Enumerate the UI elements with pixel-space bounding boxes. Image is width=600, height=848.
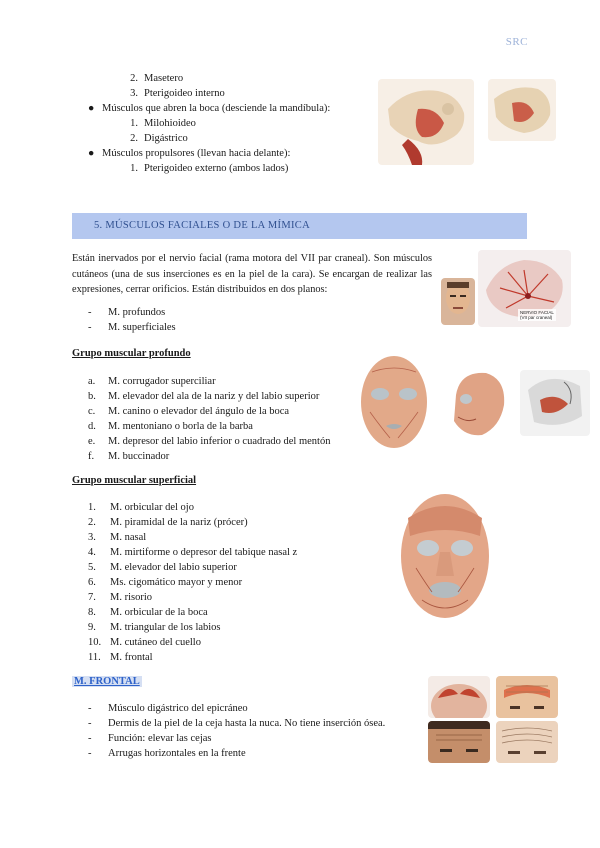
deep-group-list xyxy=(88,374,330,464)
facial-nerve-diagram xyxy=(478,250,571,327)
list-item: 9. M. triangular de los labios xyxy=(88,622,221,633)
face-portrait-image xyxy=(441,278,475,325)
forehead-raised-image xyxy=(496,676,558,718)
deep-group-heading: Grupo muscular profundo xyxy=(72,348,191,359)
forehead-wrinkles-man-image xyxy=(428,721,490,763)
list-item: f. M. buccinador xyxy=(88,451,170,462)
list-item: 2. M. piramidal de la nariz (prócer) xyxy=(88,517,248,528)
list-item: - Función: elevar las cejas xyxy=(88,733,212,744)
list-item: 2. Digástrico xyxy=(130,133,188,144)
frontal-heading: M. FRONTAL xyxy=(74,676,140,687)
list-item: 6. Ms. cigomático mayor y menor xyxy=(88,577,243,588)
top-sublist-1 xyxy=(122,71,225,101)
list-item: 8. M. orbicular de la boca xyxy=(88,607,208,618)
list-item: - M. superficiales xyxy=(88,322,176,333)
header-tag: SRC xyxy=(505,36,528,48)
bullet-open-mouth: ● Músculos que abren la boca (desciende la mandíbula): xyxy=(88,103,331,114)
list-item: a. M. corrugador superciliar xyxy=(88,376,216,387)
list-item: 1. Milohioideo xyxy=(130,118,196,129)
superficial-group-list xyxy=(88,500,297,665)
list-item: c. M. canino o elevador del ángulo de la boca xyxy=(88,406,290,417)
bullet-propulsores: ● Músculos propulsores (llevan hacia delante): xyxy=(88,148,291,159)
deep-muscles-side-image xyxy=(442,365,512,443)
list-item: 1. M. orbicular del ojo xyxy=(88,502,194,513)
superficial-muscles-face-image xyxy=(396,488,494,626)
list-item: - Dermis de la piel de la ceja hasta la nuca. No tiene inserción ósea. xyxy=(88,718,386,729)
list-item: - M. profundos xyxy=(88,307,166,318)
forehead-lines-image xyxy=(496,721,558,763)
list-item: b. M. elevador del ala de la nariz y del labio superior xyxy=(88,391,320,402)
superficial-group-heading: Grupo muscular superficial xyxy=(72,475,197,486)
list-item: 5. M. elevador del labio superior xyxy=(88,562,237,573)
section-5-title: 5. MÚSCULOS FACIALES O DE LA MÍMICA xyxy=(94,220,310,231)
top-sublist-3 xyxy=(122,161,288,176)
list-item: 4. M. mirtiforme o depresor del tabique nasal z xyxy=(88,547,298,558)
top-sublist-2 xyxy=(122,116,196,146)
section-5-header xyxy=(72,213,527,239)
list-item: 3. M. nasal xyxy=(88,532,147,543)
list-item: 11. M. frontal xyxy=(88,652,153,663)
list-item: 10. M. cutáneo del cuello xyxy=(88,637,201,648)
frontal-list xyxy=(88,701,385,761)
list-item: e. M. depresor del labio inferior o cuadrado del mentón xyxy=(88,436,331,447)
list-item: 2. Masetero xyxy=(130,73,184,84)
intro-paragraph: Están inervados por el nervio facial (rama motora del VII par craneal). Son músculos cutáneos (una de sus inserciones es en la piel de la cara). Se encargan de realizar las expresiones, cerrar orificios. Están distribuidos en dos planos: xyxy=(72,253,432,295)
figure-caption-line1: NERVIO FACIAL xyxy=(520,310,554,315)
buccinator-illustration xyxy=(520,370,590,436)
list-item: 3. Pterigoideo interno xyxy=(130,88,225,99)
list-item: - Músculo digástrico del epicráneo xyxy=(88,703,248,714)
frontal-muscle-anatomy-image xyxy=(428,676,490,718)
jaw-muscle-image-2 xyxy=(488,79,556,141)
jaw-muscle-image-1 xyxy=(378,79,474,165)
deep-muscles-front-image xyxy=(356,352,432,456)
list-item: d. M. mentoniano o borla de la barba xyxy=(88,421,253,432)
list-item: 1. Pterigoideo externo (ambos lados) xyxy=(130,163,289,174)
planes-list xyxy=(88,305,176,335)
figure-caption-line2: (VII par craneal) xyxy=(520,315,553,320)
list-item: - Arrugas horizontales en la frente xyxy=(88,748,246,759)
list-item: 7. M. risorio xyxy=(88,592,152,603)
